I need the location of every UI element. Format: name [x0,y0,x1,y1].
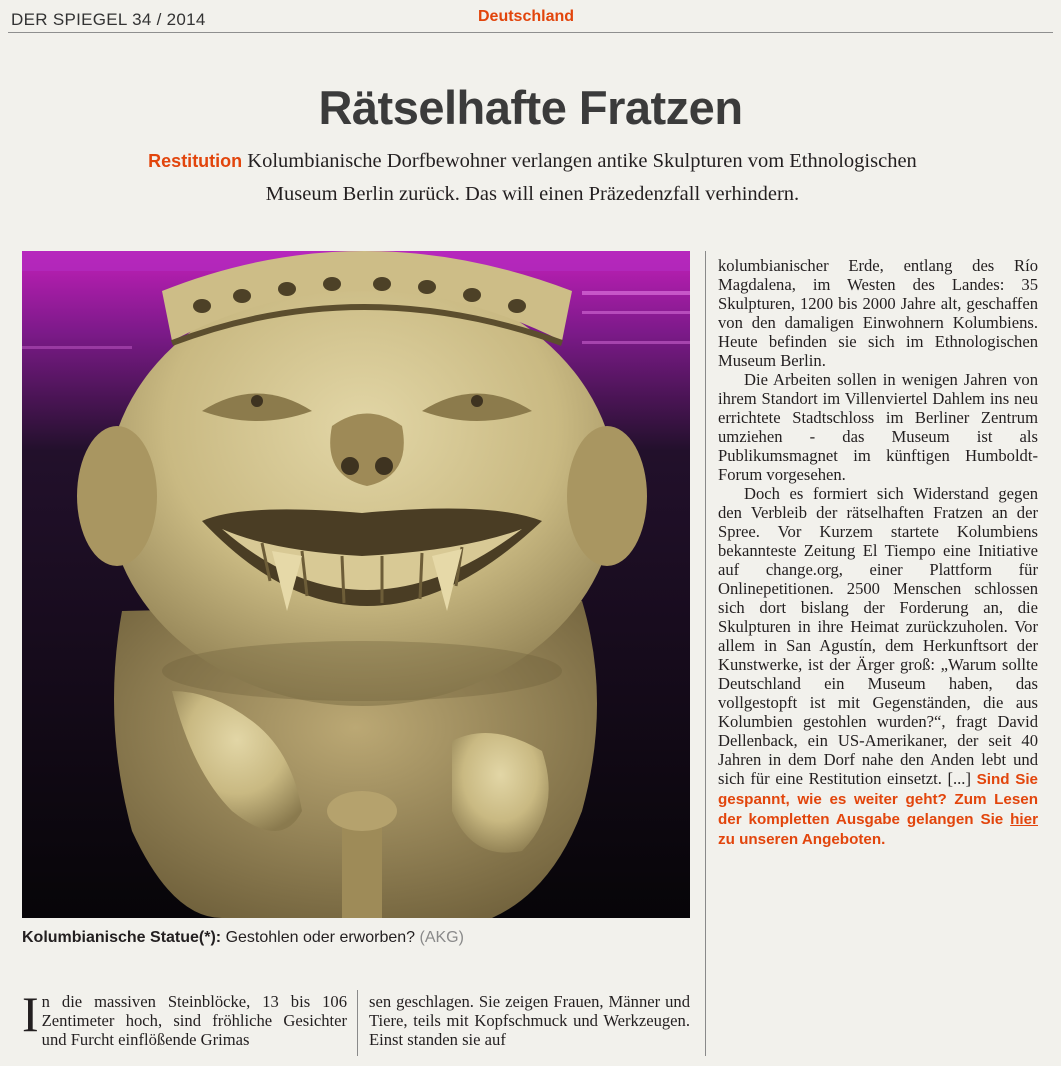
body-column-3 [718,256,1038,849]
caption-text: Gestohlen oder erworben? [221,929,420,946]
issue-label: DER SPIEGEL 34 / 2014 [11,10,206,29]
subscribe-link[interactable]: hier [1010,811,1038,828]
column-1-text: n die massiven Steinblöcke, 13 bis 106 Zentimeter hoch, sind fröhliche Gesichter und Furcht einflößende Grimas [41,992,347,1049]
teaser-text: Kolumbianische Dorfbewohner verlangen antike Skulpturen vom Ethnologischen Museum Berlin zurück. Das will einen Präzedenzfall verhindern. [247,150,917,205]
promo-before: Sind Sie gespannt, wie es weiter geht? Zum Lesen der kompletten Ausgabe gelangen Sie [718,771,1039,828]
caption-lead: Kolumbianische Statue(*): [22,929,222,946]
dropcap: I [22,986,39,1042]
column-2-text: sen geschlagen. Sie zeigen Frauen, Männer und Tiere, teils mit Kopfschmuck und Werkzeugen. Einst standen sie auf [369,992,690,1049]
article-teaser [110,145,955,211]
photo-caption [22,929,690,947]
column-divider [705,251,706,1056]
promo-after: zu unseren Angeboten. [718,831,886,848]
page-header [8,0,1053,33]
column-divider [357,990,358,1056]
statue-photo [22,251,690,918]
article-headline: Rätselhafte Fratzen [318,81,743,134]
paragraph-with-promo [718,484,1038,849]
body-column-2 [369,992,690,1049]
section-label: Deutschland [478,8,575,25]
paragraph-text: Doch es formiert sich Widerstand gegen den Verbleib der rätselhaften Fratzen an der Spree. Vor Kurzem startete Kolumbiens bekannteste Zeitung El Tiempo eine Initiative auf change.org, einer Plattform für Onlinepetitionen. 2500 Menschen schlossen sich dort bislang der Forderung an, die Skulpturen in ihre Heimat zurückzuholen. Vor allem in San Agustín, dem Herkunftsort der Kunstwerke, ist der Ärger groß: „Warum sollte Deutschland ein Museum haben, das vollgestopft ist mit Gegenständen, die aus Kolumbien gestohlen wurden?“, fragt David Dellenback, ein US-Amerikaner, der seit 40 Jahren in dem Dorf nahe den Anden lebt und sich für eine Restitution einsetzt. [...] [718,484,1038,788]
paragraph: Die Arbeiten sollen in wenigen Jahren von ihrem Standort im Villenviertel Dahlem ins neu errichtete Stadtschloss im Berliner Zentrum umziehen - das Museum ist als Publikumsmagnet im künftigen Humboldt-Forum vorgesehen. [718,370,1038,484]
caption-credit: (AKG) [419,929,464,946]
paragraph: kolumbianischer Erde, entlang des Río Magdalena, im Westen des Landes: 35 Skulpturen, 1200 bis 2000 Jahre alt, geschaffen von den damaligen Einwohnern Kolumbiens. Heute befinden sie sich im Ethnologischen Museum Berlin. [718,256,1038,370]
teaser-kicker: Restitution [148,151,243,171]
body-column-1 [22,986,347,1049]
